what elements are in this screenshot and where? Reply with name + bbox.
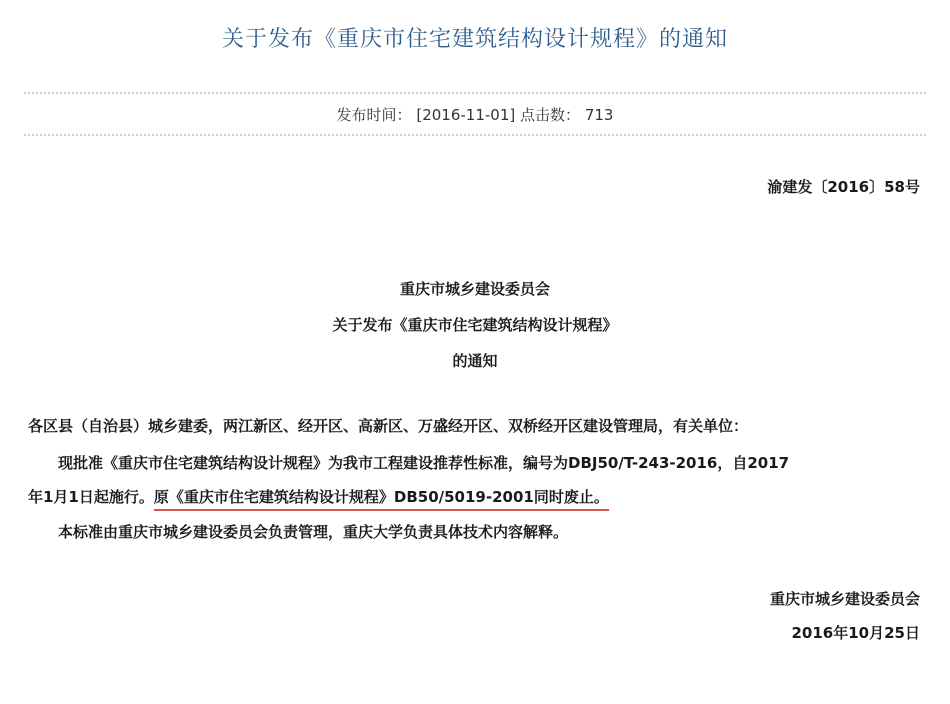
publish-date: [2016-11-01] bbox=[416, 106, 516, 124]
title-divider bbox=[24, 92, 926, 94]
document-number: 渝建发〔2016〕58号 bbox=[767, 178, 920, 196]
signature-date: 2016年10月25日 bbox=[791, 624, 920, 642]
heading-issuer: 重庆市城乡建设委员会 bbox=[399, 280, 550, 298]
publish-label: 发布时间： bbox=[336, 106, 412, 124]
signature-org: 重庆市城乡建设委员会 bbox=[769, 590, 920, 608]
approval-paragraph-line1: 现批准《重庆市住宅建筑结构设计规程》为我市工程建设推荐性标准，编号为DBJ50/T-243-2016，自2017 bbox=[58, 454, 790, 472]
approval-paragraph-line2 bbox=[28, 486, 609, 507]
click-count: 713 bbox=[584, 106, 614, 124]
addressee-line: 各区县（自治县）城乡建委，两江新区、经开区、高新区、万盛经开区、双桥经开区建设管理局，有关单位： bbox=[28, 417, 749, 435]
repeal-notice-underlined: 原《重庆市住宅建筑结构设计规程》DB50/5019-2001同时废止。 bbox=[154, 488, 609, 511]
meta-divider bbox=[24, 134, 926, 136]
effective-date-text: 年1月1日起施行。 bbox=[28, 488, 154, 506]
page-title: 关于发布《重庆市住宅建筑结构设计规程》的通知 bbox=[221, 27, 728, 52]
management-paragraph: 本标准由重庆市城乡建设委员会负责管理，重庆大学负责具体技术内容解释。 bbox=[58, 523, 569, 541]
heading-subject: 关于发布《重庆市住宅建筑结构设计规程》 bbox=[332, 316, 618, 334]
publish-meta bbox=[0, 104, 950, 125]
clicks-label: 点击数： bbox=[520, 106, 581, 124]
heading-notice: 的通知 bbox=[452, 352, 498, 370]
